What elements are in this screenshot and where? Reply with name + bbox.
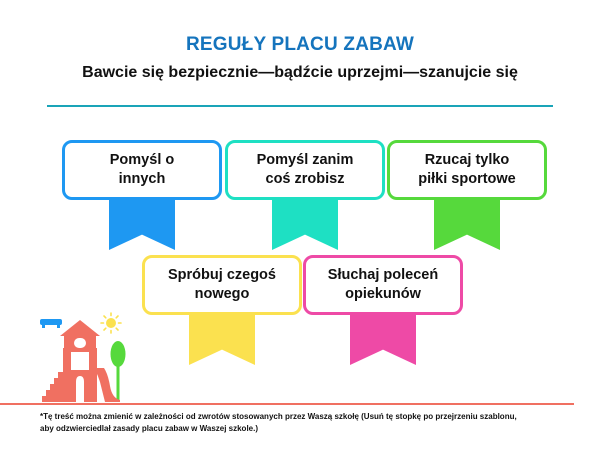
rule-card	[62, 140, 222, 200]
footnote-line-1: *Tę treść można zmienić w zależności od zwrotów stosowanych przez Waszą szkołę (Usuń tę stopkę po przejrzeniu szablonu,	[40, 412, 517, 421]
playground-icon	[30, 310, 140, 402]
tree-icon	[111, 341, 126, 402]
rule-text: Rzucaj tylko piłki sportowe	[418, 151, 516, 187]
cloud-icon	[40, 319, 62, 328]
rule-text: Spróbuj czegoś nowego	[168, 266, 276, 302]
page-subtitle: Bawcie się bezpiecznie—bądźcie uprzejmi—szanujcie się	[82, 64, 518, 81]
rule-throw-sport-balls	[387, 140, 547, 250]
rule-think-of-others	[62, 140, 222, 250]
rule-text: Pomyśl zanim coś zrobisz	[256, 151, 354, 187]
rule-card	[387, 140, 547, 200]
rule-text: Pomyśl o innych	[109, 151, 175, 187]
rule-card	[225, 140, 385, 200]
footer-divider	[0, 403, 574, 405]
rule-card	[303, 255, 463, 315]
rule-text: Słuchaj poleceń opiekunów	[327, 266, 439, 302]
rule-think-before-acting	[225, 140, 385, 250]
footnote	[40, 411, 570, 435]
rule-try-something-new	[142, 255, 302, 365]
header-divider	[47, 105, 553, 107]
rule-card	[142, 255, 302, 315]
rule-listen-to-caregivers	[303, 255, 463, 365]
sun-icon	[101, 313, 121, 333]
footnote-line-2: aby odzwierciedlał zasady placu zabaw w Waszej szkole.)	[40, 424, 259, 433]
page-title: REGUŁY PLACU ZABAW	[185, 34, 415, 55]
